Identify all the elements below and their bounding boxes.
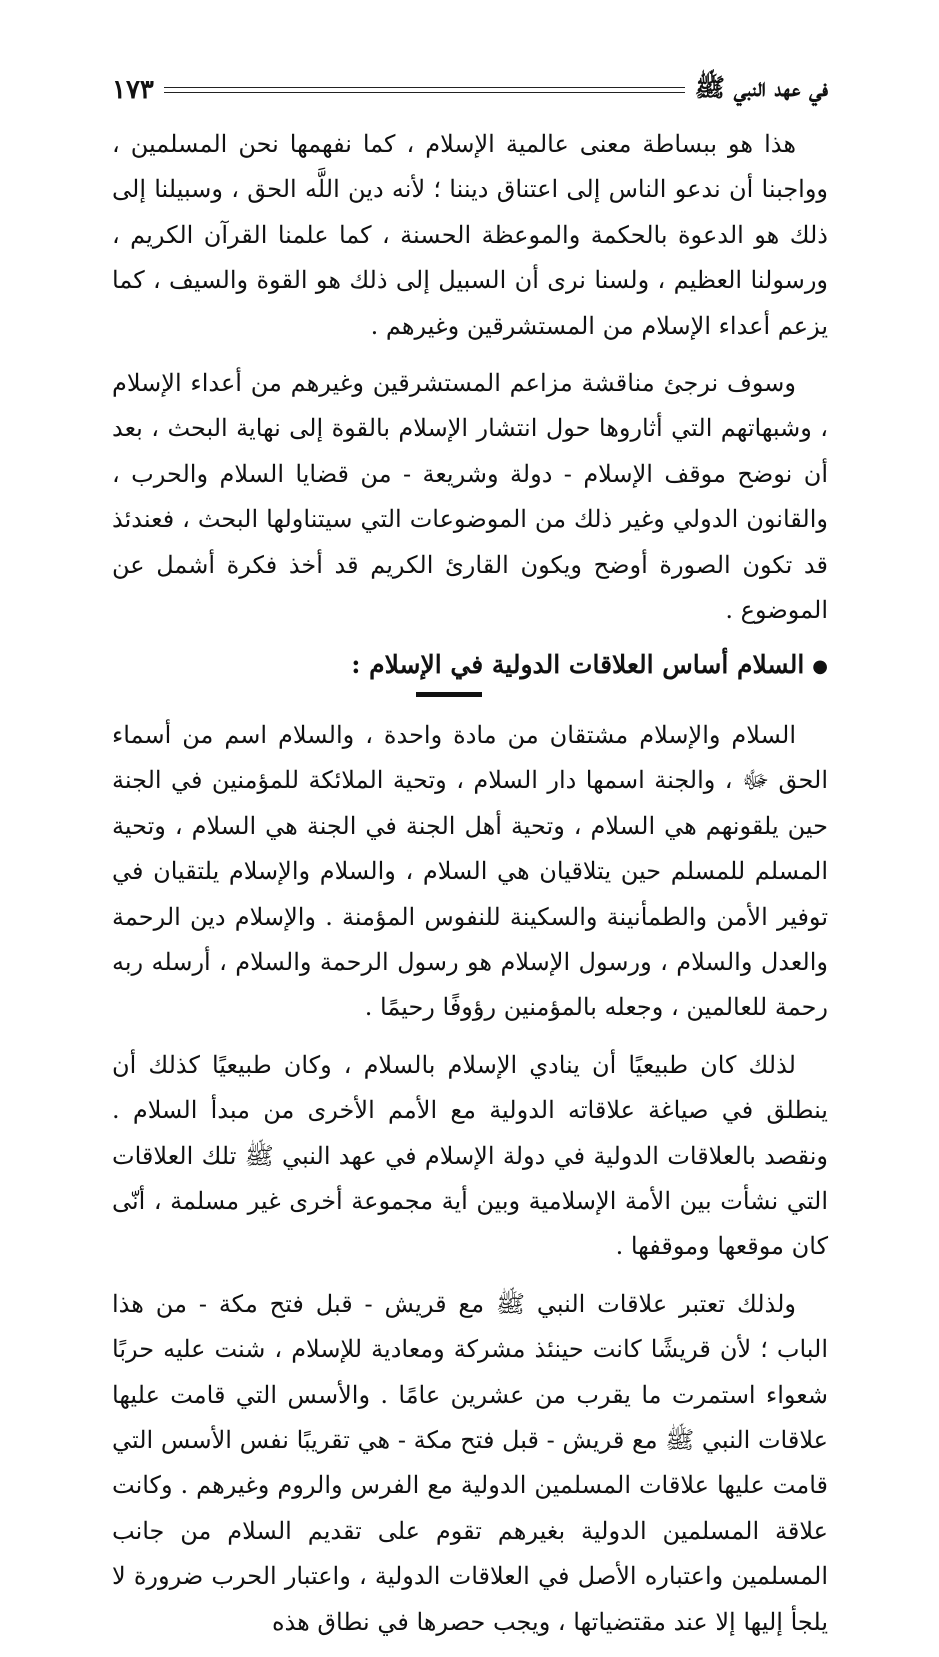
section-heading-text: السلام أساس العلاقات الدولية في الإسلام :	[351, 650, 805, 680]
paragraph: لذلك كان طبيعيًا أن ينادي الإسلام بالسلام ، وكان طبيعيًا كذلك أن ينطلق في صياغة علاقاته الدولية مع الأمم الأخرى من مبدأ السلام . ونقصد بالعلاقات الدولية في دولة الإسلام في عهد النبي ﷺ تلك العلاقات التي نشأت بين الأمة الإسلامية وبين أية مجموعة أخرى غير مسلمة ، أنّى كان موقعها وموقفها .	[112, 1050, 829, 1261]
paragraph: ولذلك تعتبر علاقات النبي ﷺ مع قريش - قبل فتح مكة - من هذا الباب ؛ لأن قريشًا كانت حينئذ مشركة ومعادية للإسلام ، شنت عليه حربًا شعواء استمرت ما يقرب من عشرين عامًا . والأسس التي قامت عليها علاقات النبي ﷺ مع قريش - قبل فتح مكة - هي تقريبًا نفس الأسس التي قامت عليها علاقات المسلمين الدولية مع الفرس والروم وغيرهم . وكانت علاقة المسلمين الدولية بغيرهم تقوم على تقديم السلام من جانب المسلمين واعتباره الأصل في العلاقات الدولية ، واعتبار الحرب ضرورة لا يلجأ إليها إلا عند مقتضياتها ، ويجب حصرها في نطاق هذه	[112, 1289, 829, 1636]
paragraph: السلام والإسلام مشتقان من مادة واحدة ، والسلام اسم من أسماء الحق ﷻ ، والجنة اسمها دار السلام ، وتحية الملائكة للمؤمنين في الجنة حين يلقونهم هي السلام ، وتحية أهل الجنة في الجنة هي السلام ، وتحية المسلم للمسلم حين يتلاقيان هي السلام ، والسلام والإسلام يلتقيان في توفير الأمن والطمأنينة والسكينة للنفوس المؤمنة . والإسلام دين الرحمة والعدل والسلام ، ورسول الإسلام هو رسول الرحمة والسلام ، أرسله ربه رحمة للعالمين ، وجعله بالمؤمنين رؤوفًا رحيمًا .	[112, 720, 828, 1022]
header-title: في عهد النبي ﷺ	[694, 72, 828, 102]
header-rule	[164, 87, 685, 93]
bullet-icon: ●	[812, 655, 828, 677]
paragraph: هذا هو ببساطة معنى عالمية الإسلام ، كما نفهمها نحن المسلمين ، وواجبنا أن ندعو الناس إلى اعتناق ديننا ؛ لأنه دين اللَّه الحق ، وسبيلنا إلى ذلك هو الدعوة بالحكمة والموعظة الحسنة ، كما علمنا القرآن الكريم ، ورسولنا العظيم ، ولسنا نرى أن السبيل إلى ذلك هو القوة والسيف ، كما يزعم أعداء الإسلام من المستشرقين وغيرهم .	[112, 130, 828, 340]
running-header	[112, 66, 828, 114]
body-text	[112, 122, 828, 1657]
page-number: ١٧٣	[112, 75, 154, 105]
heading-underline	[416, 692, 482, 697]
paragraph: وسوف نرجئ مناقشة مزاعم المستشرقين وغيرهم من أعداء الإسلام ، وشبهاتهم التي أثاروها حول انتشار الإسلام بالقوة إلى نهاية البحث ، بعد أن نوضح موقف الإسلام - دولة وشريعة - من قضايا السلام والحرب ، والقانون الدولي وغير ذلك من الموضوعات التي سيتناولها البحث ، فعندئذ قد تكون الصورة أوضح ويكون القارئ الكريم قد أخذ فكرة أشمل عن الموضوع .	[112, 369, 828, 625]
section-heading	[112, 645, 828, 687]
